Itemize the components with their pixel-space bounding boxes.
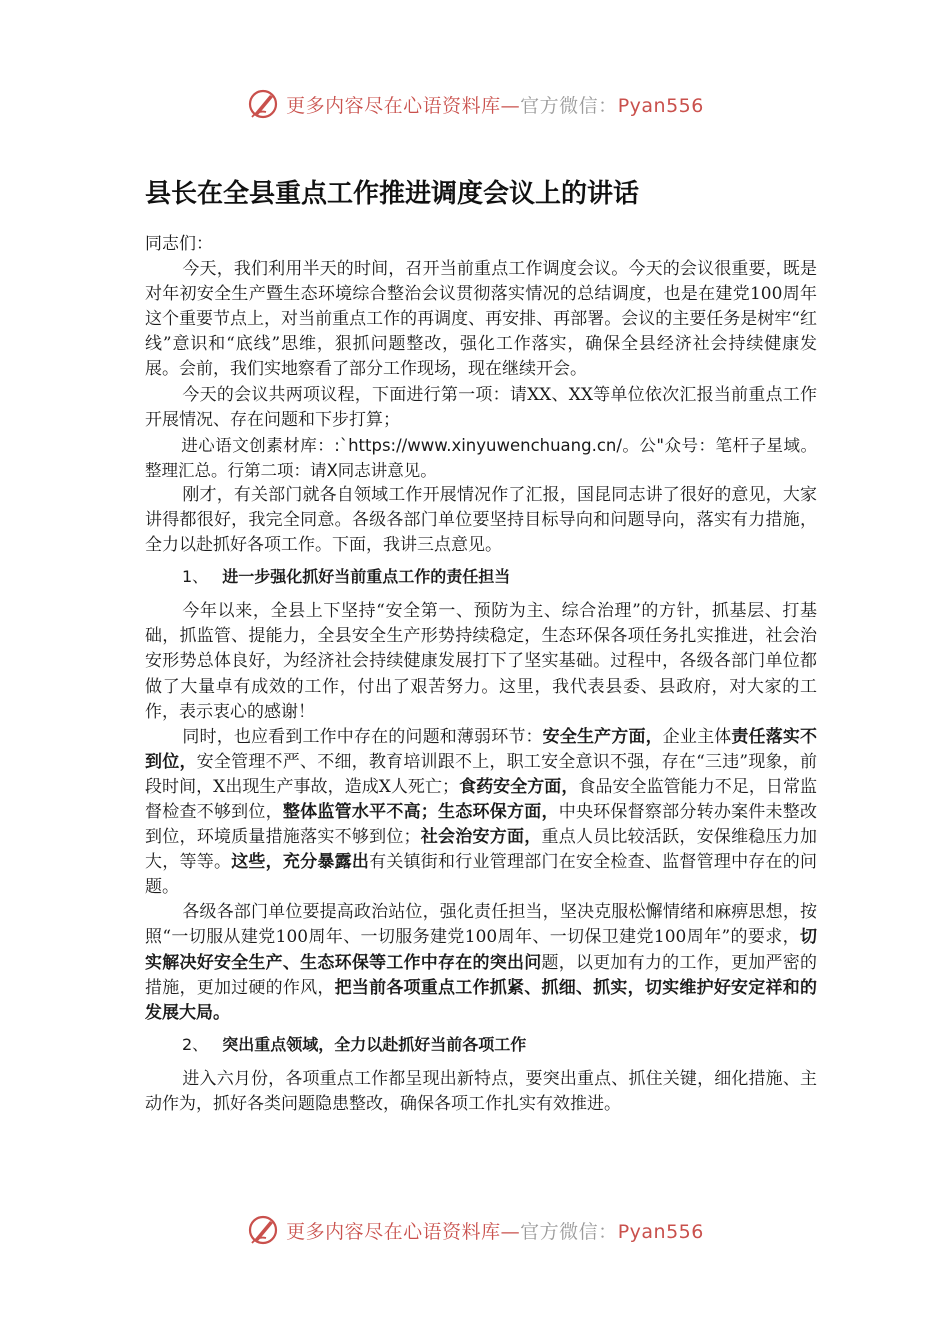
paragraph: 今年以来，全县上下坚持“安全第一、预防为主、综合治理”的方针，抓基层、打基础，抓监管、提能力，全县安全生产形势持续稳定，生态环保各项任务扎实推进，社会治安形势总体良好，为经济社会持续健康发展打下了坚实基础。过程中，各级各部门单位都做了大量卓有成效的工作，付出了艰苦努力。这里，我代表县委、县政府，对大家的工作，表示衷心的感谢！ (145, 601, 817, 722)
page-title: 县长在全县重点工作推进调度会议上的讲话 (145, 179, 640, 209)
paragraph: 进心语文创素材库：:`https://www.xinyuwenchuang.cn/。公"众号：笔杆子星域。整理汇总。行第二项：请X同志讲意见。 (145, 435, 817, 480)
pen-logo-icon (246, 1212, 282, 1248)
header-banner (0, 84, 950, 124)
footer-banner (0, 1210, 950, 1250)
section-heading-1: 1、 进一步强化抓好当前重点工作的责任担当 (182, 567, 511, 587)
banner-text: 更多内容尽在心语资料库—官方微信：Pyan556 (286, 94, 704, 117)
section-heading-2: 2、 突出重点领域，全力以赴抓好当前各项工作 (182, 1034, 527, 1054)
paragraph: 各级各部门单位要提高政治站位，强化责任担当，坚决克服松懈情绪和麻痹思想，按照“一切服从建党100周年、一切服务建党100周年、一切保卫建党100周年”的要求，切实解决好安全生产、生态环保等工作中存在的突出问题，以更加有力的工作，更加严密的措施，更加过硬的作风，把当前各项重点工作抓紧、抓细、抓实，切实维护好安定祥和的发展大局。 (145, 902, 818, 1023)
paragraph: 进入六月份，各项重点工作都呈现出新特点，要突出重点、抓住关键，细化措施、主动作为，抓好各类问题隐患整改，确保各项工作扎实有效推进。 (145, 1068, 817, 1114)
paragraph: 刚才，有关部门就各自领域工作开展情况作了汇报，国昆同志讲了很好的意见，大家讲得都很好，我完全同意。各级各部门单位要坚持目标导向和问题导向，落实有力措施，全力以赴抓好各项工作。下面，我讲三点意见。 (145, 484, 817, 556)
document-body (145, 232, 817, 1117)
pen-logo-icon (246, 86, 282, 122)
banner-text: 更多内容尽在心语资料库—官方微信：Pyan556 (286, 1220, 704, 1243)
paragraph: 今天的会议共两项议程，下面进行第一项：请XX、XX等单位依次汇报当前重点工作开展情况、存在问题和下步打算； (145, 384, 817, 430)
paragraph: 同时，也应看到工作中存在的问题和薄弱环节：安全生产方面，企业主体责任落实不到位，安全管理不严、不细，教育培训跟不上，职工安全意识不强，存在“三违”现象，前段时间，X出现生产事故，造成X人死亡；食药安全方面，食品安全监管能力不足，日常监督检查不够到位，整体监管水平不高；生态环保方面，中央环保督察部分转办案件未整改到位，环境质量措施落实不够到位；社会治安方面，重点人员比较活跃，安保维稳压力加大，等等。这些，充分暴露出有关镇街和行业管理部门在安全检查、监督管理中存在的问题。 (145, 726, 818, 898)
salutation: 同志们： (145, 234, 213, 254)
paragraph: 今天，我们利用半天的时间，召开当前重点工作调度会议。今天的会议很重要，既是对年初安全生产暨生态环境综合整治会议贯彻落实情况的总结调度，也是在建党100周年这个重要节点上，对当前重点工作的再调度、再安排、再部署。会议的主要任务是树牢“红线”意识和“底线”思维，狠抓问题整改，强化工作落实，确保全县经济社会持续健康发展。会前，我们实地察看了部分工作现场，现在继续开会。 (145, 259, 817, 380)
